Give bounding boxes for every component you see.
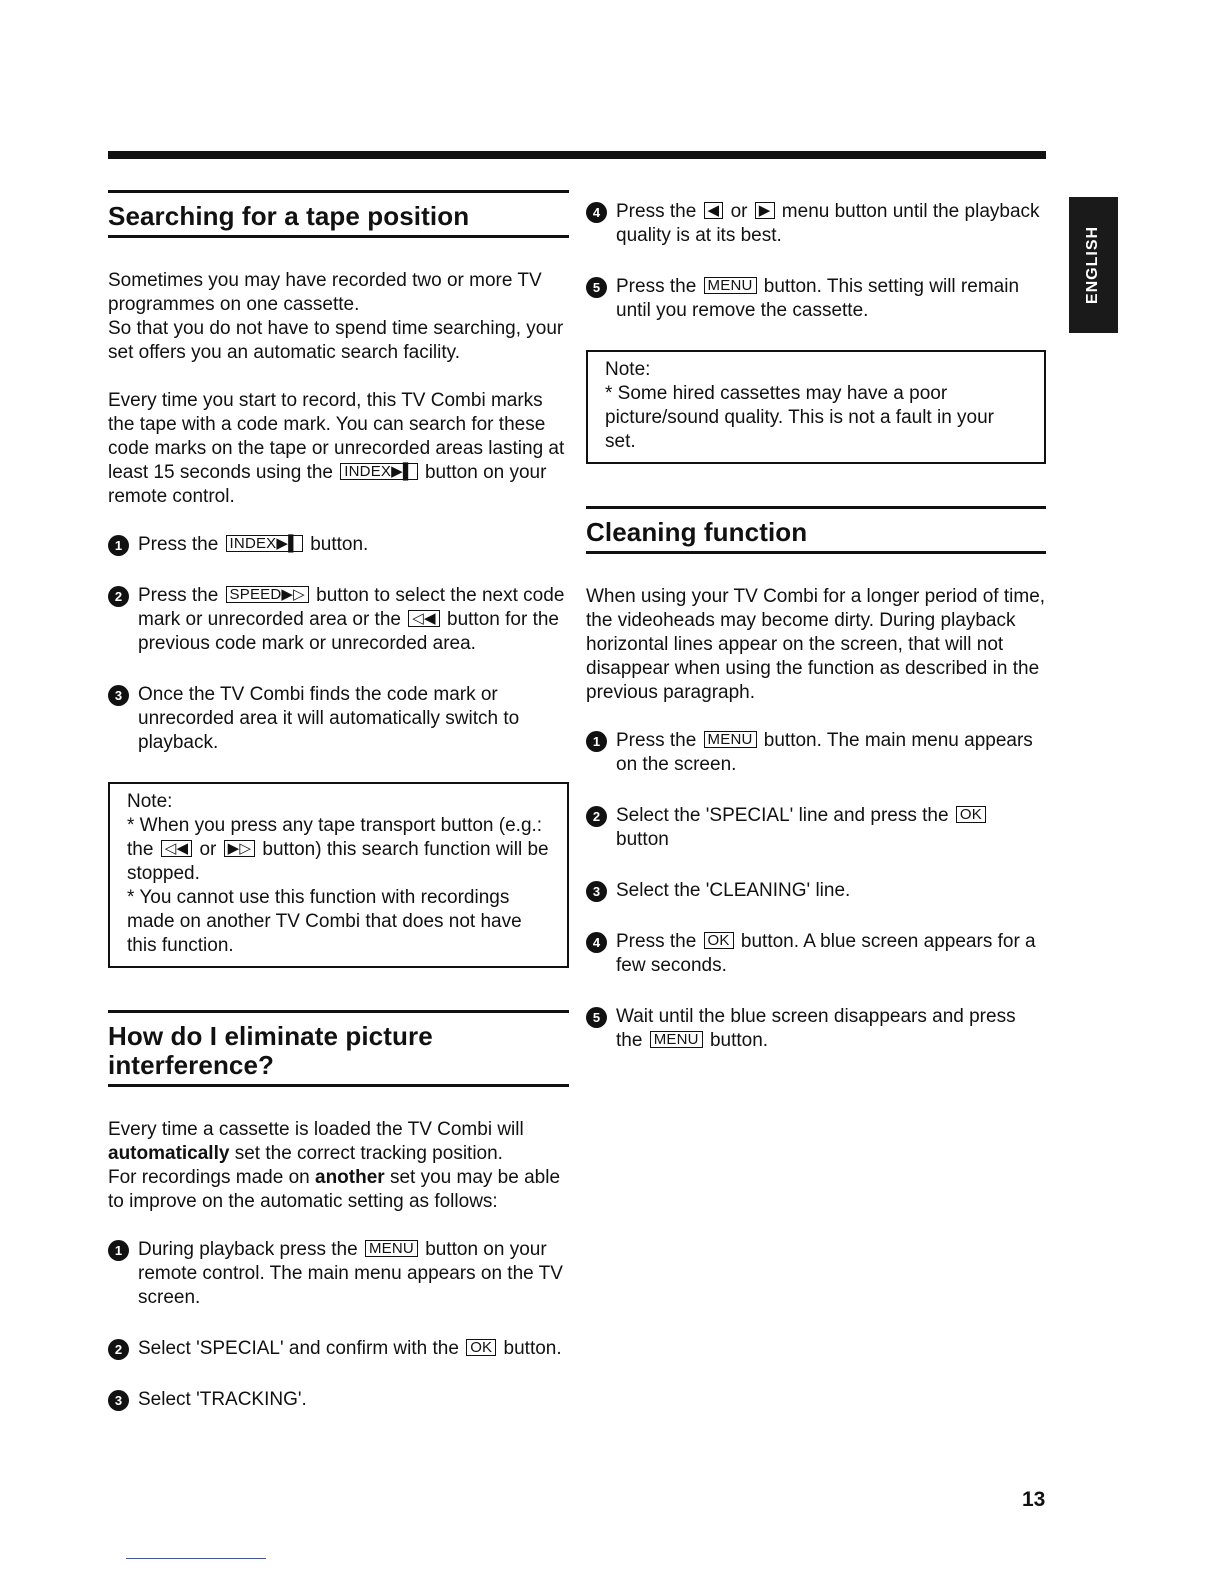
step-number-badge: 4 bbox=[586, 202, 607, 223]
interference-intro bbox=[108, 1118, 569, 1214]
search-step-2 bbox=[108, 584, 569, 656]
interference-step-1 bbox=[108, 1238, 569, 1310]
para-bold: automatically bbox=[108, 1143, 230, 1164]
cleaning-step-1 bbox=[586, 729, 1046, 777]
step-text: Press the bbox=[138, 534, 219, 555]
step-number-badge: 3 bbox=[108, 685, 129, 706]
ok-key: OK bbox=[466, 1339, 496, 1356]
search-intro-1a: Sometimes you may have recorded two or more TV programmes on one cassette. bbox=[108, 270, 542, 315]
step-text: Select 'TRACKING'. bbox=[138, 1389, 307, 1410]
rewind-key: ◁◀ bbox=[161, 840, 192, 857]
step-text: Press the bbox=[616, 730, 697, 751]
search-step-1 bbox=[108, 533, 569, 557]
language-tab-label: ENGLISH bbox=[1084, 225, 1102, 305]
step-text: button for the previous code mark or unrecorded area. bbox=[138, 609, 559, 654]
search-intro-2 bbox=[108, 389, 569, 509]
cleaning-step-2 bbox=[586, 804, 1046, 852]
step-number-badge: 2 bbox=[108, 586, 129, 607]
interference-step-2 bbox=[108, 1337, 569, 1361]
cleaning-section-title: Cleaning function bbox=[586, 517, 808, 547]
left-arrow-key: ◀ bbox=[704, 202, 724, 219]
right-arrow-key: ▶ bbox=[755, 202, 775, 219]
step-text: button on your remote control. The main menu appears on the TV screen. bbox=[138, 1239, 563, 1308]
search-section-title: Searching for a tape position bbox=[108, 201, 470, 231]
interference-note-box bbox=[586, 350, 1046, 464]
section-heading-interference bbox=[108, 1010, 569, 1087]
para-text: set the correct tracking position. bbox=[234, 1143, 503, 1164]
step-text: button. bbox=[503, 1338, 562, 1359]
note-text: button) this search function will be stopped. bbox=[127, 839, 549, 884]
note-line-2: * You cannot use this function with recordings made on another TV Combi that does not have this function. bbox=[127, 887, 522, 956]
interference-step-4 bbox=[586, 200, 1046, 248]
step-text: Press the bbox=[616, 276, 697, 297]
cleaning-step-3 bbox=[586, 879, 1046, 903]
language-tab bbox=[1069, 197, 1118, 333]
note-line-1: * Some hired cassettes may have a poor picture/sound quality. This is not a fault in your set. bbox=[605, 383, 995, 452]
cleaning-intro: When using your TV Combi for a longer period of time, the videoheads may become dirty. During playback horizontal lines appear on the screen, that will not disappear when using the function as described in the previous paragraph. bbox=[586, 586, 1046, 703]
note-text: or bbox=[199, 839, 217, 860]
note-line-1 bbox=[127, 814, 550, 886]
step-number-badge: 5 bbox=[586, 1007, 607, 1028]
para-text: Every time a cassette is loaded the TV Combi will bbox=[108, 1119, 524, 1140]
right-column bbox=[586, 200, 1046, 1080]
fast-forward-key: ▶▷ bbox=[224, 840, 255, 857]
step-number-badge: 2 bbox=[108, 1339, 129, 1360]
interference-section-title: How do I eliminate picture interference? bbox=[108, 1021, 433, 1080]
ok-key: OK bbox=[956, 806, 986, 823]
rewind-key: ◁◀ bbox=[408, 610, 439, 627]
note-heading: Note: bbox=[605, 359, 651, 380]
bottom-scan-line bbox=[126, 1558, 266, 1559]
search-intro-2-pre: Every time you start to record, this TV Combi marks the tape with a code mark. You can search for these code marks on the tape or unrecorded areas lasting at least 15 seconds using the bbox=[108, 390, 565, 483]
step-number-badge: 3 bbox=[586, 881, 607, 902]
page-number: 13 bbox=[1022, 1488, 1046, 1511]
step-text: Select 'SPECIAL' and confirm with the bbox=[138, 1338, 459, 1359]
step-text: button. bbox=[310, 534, 369, 555]
note-text: * When you press any tape transport button (e.g.: the bbox=[127, 815, 543, 860]
step-text: button to select the next code mark or unrecorded area or the bbox=[138, 585, 565, 630]
interference-step-3 bbox=[108, 1388, 569, 1412]
para-bold: another bbox=[315, 1167, 385, 1188]
menu-key: MENU bbox=[365, 1240, 418, 1257]
step-text: Press the bbox=[616, 931, 697, 952]
step-number-badge: 4 bbox=[586, 932, 607, 953]
step-text: Select the 'SPECIAL' line and press the bbox=[616, 805, 949, 826]
ok-key: OK bbox=[704, 932, 734, 949]
search-intro-2-post: button on your remote control. bbox=[108, 462, 547, 507]
step-number-badge: 1 bbox=[108, 535, 129, 556]
step-text: button bbox=[616, 829, 669, 850]
step-text: or bbox=[730, 201, 748, 222]
menu-key: MENU bbox=[704, 731, 757, 748]
step-text: Select the 'CLEANING' line. bbox=[616, 880, 851, 901]
index-key: INDEX▶▌ bbox=[226, 535, 303, 552]
step-text: Wait until the blue screen disappears and press the bbox=[616, 1006, 1016, 1051]
step-text: button. bbox=[709, 1030, 769, 1051]
para-text: For recordings made on bbox=[108, 1167, 310, 1188]
step-number-badge: 5 bbox=[586, 277, 607, 298]
cleaning-step-4 bbox=[586, 930, 1046, 978]
step-number-badge: 1 bbox=[108, 1240, 129, 1261]
search-intro-1b: So that you do not have to spend time searching, your set offers you an automatic search facility. bbox=[108, 318, 564, 363]
step-text: button. The main menu appears on the screen. bbox=[616, 730, 1033, 775]
search-step-3 bbox=[108, 683, 569, 755]
section-heading-search bbox=[108, 190, 569, 238]
note-heading: Note: bbox=[127, 791, 173, 812]
step-text: button. A blue screen appears for a few seconds. bbox=[616, 931, 1036, 976]
interference-step-5 bbox=[586, 275, 1046, 323]
search-note-box bbox=[108, 782, 569, 968]
top-rule bbox=[108, 151, 1046, 159]
step-number-badge: 1 bbox=[586, 731, 607, 752]
menu-key: MENU bbox=[650, 1031, 703, 1048]
speed-key: SPEED▶▷ bbox=[226, 586, 309, 603]
step-number-badge: 3 bbox=[108, 1390, 129, 1411]
cleaning-step-5 bbox=[586, 1005, 1046, 1053]
step-text: Press the bbox=[138, 585, 219, 606]
step-text: button. This setting will remain until you remove the cassette. bbox=[616, 276, 1020, 321]
para-text: set you may be able to improve on the automatic setting as follows: bbox=[108, 1167, 561, 1212]
step-text: menu button until the playback quality is at its best. bbox=[616, 201, 1040, 246]
step-text: During playback press the bbox=[138, 1239, 358, 1260]
step-text: Once the TV Combi finds the code mark or unrecorded area it will automatically switch to playback. bbox=[138, 684, 520, 753]
step-number-badge: 2 bbox=[586, 806, 607, 827]
step-text: Press the bbox=[616, 201, 697, 222]
search-intro-1 bbox=[108, 269, 569, 365]
menu-key: MENU bbox=[704, 277, 757, 294]
section-heading-cleaning bbox=[586, 506, 1046, 554]
index-key: INDEX▶▌ bbox=[340, 463, 417, 480]
left-column bbox=[108, 190, 569, 1439]
